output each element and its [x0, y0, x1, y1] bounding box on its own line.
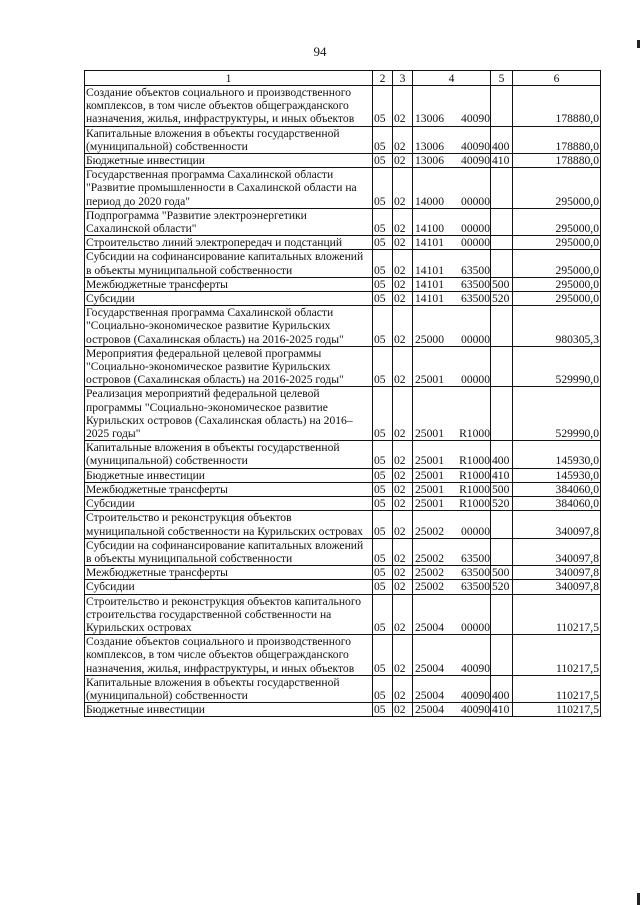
amount-cell: 295000,0: [513, 277, 601, 291]
target-article-program: 14000: [415, 194, 444, 208]
target-article-program: 14101: [415, 277, 444, 291]
subsection-code-cell: 02: [393, 387, 413, 441]
amount-cell: 340097,8: [513, 566, 601, 580]
table-header-row: [85, 71, 601, 86]
item-name-cell: Субсидии на софинансирование капитальных вложений в объекты муниципальной собственности: [85, 538, 373, 565]
table-row: [85, 482, 601, 496]
target-article-cell: [413, 236, 491, 250]
target-article-direction: R1000: [459, 468, 490, 482]
table-row: [85, 468, 601, 482]
item-name-cell: Межбюджетные трансферты: [85, 482, 373, 496]
table-row: [85, 511, 601, 538]
target-article-program: 25001: [415, 454, 444, 468]
item-name-cell: Строительство и реконструкция объектов муниципальной собственности на Курильских островах: [85, 511, 373, 538]
item-name-cell: Государственная программа Сахалинской области "Социально-экономическое развитие Курильских островов (Сахалинская область) на 2016-2025 годы": [85, 306, 373, 347]
target-article-direction: R1000: [459, 454, 490, 468]
amount-cell: 145930,0: [513, 468, 601, 482]
subsection-code-cell: 02: [393, 306, 413, 347]
target-article-cell: [413, 86, 491, 127]
item-name-cell: Бюджетные инвестиции: [85, 703, 373, 717]
amount-cell: 295000,0: [513, 236, 601, 250]
section-code-cell: 05: [373, 277, 393, 291]
expense-type-cell: 400: [491, 126, 513, 153]
table-row: [85, 594, 601, 635]
amount-cell: 295000,0: [513, 168, 601, 209]
section-code-cell: 05: [373, 497, 393, 511]
table-row: [85, 635, 601, 676]
target-article-direction: R1000: [459, 482, 490, 496]
column-header: 5: [491, 71, 513, 86]
target-article-cell: [413, 250, 491, 277]
section-code-cell: 05: [373, 250, 393, 277]
amount-cell: 178880,0: [513, 154, 601, 168]
subsection-code-cell: 02: [393, 86, 413, 127]
target-article-program: 14101: [415, 236, 444, 250]
table-row: [85, 306, 601, 347]
amount-cell: 384060,0: [513, 482, 601, 496]
expense-type-cell: [491, 86, 513, 127]
amount-cell: 178880,0: [513, 126, 601, 153]
section-code-cell: 05: [373, 306, 393, 347]
target-article-direction: 00000: [461, 620, 490, 634]
expense-type-cell: 500: [491, 566, 513, 580]
item-name-cell: Капитальные вложения в объекты государственной (муниципальной) собственности: [85, 675, 373, 702]
subsection-code-cell: 02: [393, 594, 413, 635]
table-row: [85, 168, 601, 209]
amount-cell: 529990,0: [513, 346, 601, 387]
target-article-cell: [413, 346, 491, 387]
amount-cell: 110217,5: [513, 635, 601, 676]
section-code-cell: 05: [373, 387, 393, 441]
section-code-cell: 05: [373, 168, 393, 209]
subsection-code-cell: 02: [393, 154, 413, 168]
target-article-direction: 00000: [461, 332, 490, 346]
amount-cell: 110217,5: [513, 594, 601, 635]
target-article-cell: [413, 703, 491, 717]
table-row: [85, 566, 601, 580]
target-article-direction: 63500: [461, 292, 490, 306]
expense-type-cell: 520: [491, 292, 513, 306]
target-article-program: 14101: [415, 263, 444, 277]
target-article-direction: R1000: [459, 427, 490, 441]
item-name-cell: Бюджетные инвестиции: [85, 154, 373, 168]
section-code-cell: 05: [373, 292, 393, 306]
target-article-cell: [413, 635, 491, 676]
target-article-cell: [413, 154, 491, 168]
subsection-code-cell: 02: [393, 566, 413, 580]
target-article-program: 25004: [415, 620, 444, 634]
target-article-program: 25001: [415, 373, 444, 387]
subsection-code-cell: 02: [393, 208, 413, 235]
item-name-cell: Субсидии: [85, 580, 373, 594]
item-name-cell: Субсидии: [85, 497, 373, 511]
column-header: 3: [393, 71, 413, 86]
amount-cell: 178880,0: [513, 86, 601, 127]
target-article-cell: [413, 468, 491, 482]
target-article-cell: [413, 566, 491, 580]
item-name-cell: Строительство линий электропередач и подстанций: [85, 236, 373, 250]
column-header: 1: [85, 71, 373, 86]
column-header: 4: [413, 71, 491, 86]
table-row: [85, 292, 601, 306]
amount-cell: 295000,0: [513, 208, 601, 235]
amount-cell: 340097,8: [513, 538, 601, 565]
table-row: [85, 441, 601, 468]
target-article-direction: 40090: [461, 154, 490, 168]
target-article-program: 25001: [415, 427, 444, 441]
section-code-cell: 05: [373, 346, 393, 387]
expense-type-cell: [491, 236, 513, 250]
table-row: [85, 208, 601, 235]
expense-type-cell: 500: [491, 277, 513, 291]
expense-type-cell: [491, 387, 513, 441]
target-article-program: 25002: [415, 566, 444, 580]
section-code-cell: 05: [373, 511, 393, 538]
target-article-direction: 40090: [461, 661, 490, 675]
subsection-code-cell: 02: [393, 441, 413, 468]
subsection-code-cell: 02: [393, 168, 413, 209]
expense-type-cell: 410: [491, 468, 513, 482]
target-article-cell: [413, 675, 491, 702]
table-row: [85, 580, 601, 594]
section-code-cell: 05: [373, 635, 393, 676]
target-article-direction: 63500: [461, 580, 490, 594]
target-article-program: 25004: [415, 703, 444, 717]
expense-type-cell: [491, 635, 513, 676]
target-article-direction: 63500: [461, 263, 490, 277]
expense-type-cell: 520: [491, 497, 513, 511]
subsection-code-cell: 02: [393, 703, 413, 717]
section-code-cell: 05: [373, 208, 393, 235]
target-article-program: 25001: [415, 468, 444, 482]
target-article-cell: [413, 594, 491, 635]
target-article-cell: [413, 497, 491, 511]
expense-type-cell: 500: [491, 482, 513, 496]
item-name-cell: Капитальные вложения в объекты государственной (муниципальной) собственности: [85, 126, 373, 153]
target-article-direction: 63500: [461, 277, 490, 291]
item-name-cell: Мероприятия федеральной целевой программы "Социально-экономическое развитие Курильских островов (Сахалинская область) на 2016-2025 годы": [85, 346, 373, 387]
target-article-direction: R1000: [459, 497, 490, 511]
table-row: [85, 346, 601, 387]
target-article-direction: 00000: [461, 524, 490, 538]
budget-table: [84, 70, 601, 717]
target-article-direction: 63500: [461, 551, 490, 565]
amount-cell: 110217,5: [513, 675, 601, 702]
section-code-cell: 05: [373, 441, 393, 468]
subsection-code-cell: 02: [393, 468, 413, 482]
target-article-program: 13006: [415, 112, 444, 126]
amount-cell: 145930,0: [513, 441, 601, 468]
table-row: [85, 497, 601, 511]
amount-cell: 110217,5: [513, 703, 601, 717]
item-name-cell: Реализация мероприятий федеральной целевой программы "Социально-экономическое развитие Курильских островов (Сахалинская область) на 2016–2025 годы": [85, 387, 373, 441]
expense-type-cell: [491, 346, 513, 387]
section-code-cell: 05: [373, 86, 393, 127]
section-code-cell: 05: [373, 703, 393, 717]
item-name-cell: Государственная программа Сахалинской области "Развитие промышленности в Сахалинской области на период до 2020 года": [85, 168, 373, 209]
expense-type-cell: 520: [491, 580, 513, 594]
target-article-cell: [413, 208, 491, 235]
target-article-program: 13006: [415, 154, 444, 168]
section-code-cell: 05: [373, 482, 393, 496]
item-name-cell: Создание объектов социального и производственного комплексов, в том числе объектов общегражданского назначения, жилья, инфраструктуры, и иных объектов: [85, 635, 373, 676]
table-row: [85, 703, 601, 717]
target-article-program: 25001: [415, 497, 444, 511]
target-article-program: 25001: [415, 482, 444, 496]
target-article-program: 25002: [415, 551, 444, 565]
subsection-code-cell: 02: [393, 580, 413, 594]
target-article-direction: 00000: [461, 236, 490, 250]
target-article-cell: [413, 511, 491, 538]
subsection-code-cell: 02: [393, 346, 413, 387]
target-article-cell: [413, 538, 491, 565]
expense-type-cell: 410: [491, 703, 513, 717]
subsection-code-cell: 02: [393, 126, 413, 153]
target-article-program: 25000: [415, 332, 444, 346]
item-name-cell: Строительство и реконструкция объектов капитального строительства государственной собственности на Курильских островах: [85, 594, 373, 635]
item-name-cell: Межбюджетные трансферты: [85, 277, 373, 291]
table-row: [85, 86, 601, 127]
expense-type-cell: [491, 208, 513, 235]
target-article-direction: 63500: [461, 566, 490, 580]
target-article-cell: [413, 126, 491, 153]
target-article-direction: 00000: [461, 373, 490, 387]
subsection-code-cell: 02: [393, 250, 413, 277]
table-row: [85, 675, 601, 702]
target-article-cell: [413, 306, 491, 347]
amount-cell: 340097,8: [513, 580, 601, 594]
section-code-cell: 05: [373, 236, 393, 250]
section-code-cell: 05: [373, 468, 393, 482]
expense-type-cell: [491, 538, 513, 565]
subsection-code-cell: 02: [393, 482, 413, 496]
target-article-cell: [413, 387, 491, 441]
section-code-cell: 05: [373, 154, 393, 168]
section-code-cell: 05: [373, 566, 393, 580]
table-row: [85, 277, 601, 291]
target-article-program: 13006: [415, 139, 444, 153]
section-code-cell: 05: [373, 538, 393, 565]
item-name-cell: Бюджетные инвестиции: [85, 468, 373, 482]
page-number: 94: [313, 44, 327, 59]
table-row: [85, 250, 601, 277]
item-name-cell: Создание объектов социального и производственного комплексов, в том числе объектов общегражданского назначения, жилья, инфраструктуры, и иных объектов: [85, 86, 373, 127]
target-article-direction: 40090: [461, 703, 490, 717]
table-row: [85, 538, 601, 565]
amount-cell: 295000,0: [513, 292, 601, 306]
subsection-code-cell: 02: [393, 635, 413, 676]
target-article-program: 25004: [415, 661, 444, 675]
target-article-program: 25002: [415, 524, 444, 538]
subsection-code-cell: 02: [393, 497, 413, 511]
subsection-code-cell: 02: [393, 675, 413, 702]
target-article-cell: [413, 292, 491, 306]
subsection-code-cell: 02: [393, 538, 413, 565]
target-article-program: 25004: [415, 688, 444, 702]
section-code-cell: 05: [373, 675, 393, 702]
item-name-cell: Субсидии: [85, 292, 373, 306]
amount-cell: 340097,8: [513, 511, 601, 538]
section-code-cell: 05: [373, 580, 393, 594]
amount-cell: 295000,0: [513, 250, 601, 277]
expense-type-cell: 400: [491, 675, 513, 702]
subsection-code-cell: 02: [393, 292, 413, 306]
target-article-cell: [413, 482, 491, 496]
target-article-program: 14100: [415, 222, 444, 236]
expense-type-cell: [491, 168, 513, 209]
expense-type-cell: 410: [491, 154, 513, 168]
expense-type-cell: [491, 306, 513, 347]
expense-type-cell: 400: [491, 441, 513, 468]
target-article-direction: 00000: [461, 194, 490, 208]
amount-cell: 529990,0: [513, 387, 601, 441]
target-article-cell: [413, 277, 491, 291]
expense-type-cell: [491, 511, 513, 538]
column-header: 6: [513, 71, 601, 86]
target-article-direction: 40090: [461, 139, 490, 153]
subsection-code-cell: 02: [393, 236, 413, 250]
expense-type-cell: [491, 594, 513, 635]
target-article-direction: 40090: [461, 688, 490, 702]
item-name-cell: Межбюджетные трансферты: [85, 566, 373, 580]
item-name-cell: Подпрограмма "Развитие электроэнергетики Сахалинской области": [85, 208, 373, 235]
subsection-code-cell: 02: [393, 511, 413, 538]
table-row: [85, 126, 601, 153]
target-article-cell: [413, 441, 491, 468]
table-row: [85, 387, 601, 441]
target-article-cell: [413, 580, 491, 594]
target-article-cell: [413, 168, 491, 209]
item-name-cell: Капитальные вложения в объекты государственной (муниципальной) собственности: [85, 441, 373, 468]
target-article-program: 14101: [415, 292, 444, 306]
amount-cell: 384060,0: [513, 497, 601, 511]
section-code-cell: 05: [373, 126, 393, 153]
expense-type-cell: [491, 250, 513, 277]
target-article-program: 25002: [415, 580, 444, 594]
column-header: 2: [373, 71, 393, 86]
amount-cell: 980305,3: [513, 306, 601, 347]
target-article-direction: 40090: [461, 112, 490, 126]
section-code-cell: 05: [373, 594, 393, 635]
table-row: [85, 154, 601, 168]
subsection-code-cell: 02: [393, 277, 413, 291]
table-row: [85, 236, 601, 250]
item-name-cell: Субсидии на софинансирование капитальных вложений в объекты муниципальной собственности: [85, 250, 373, 277]
target-article-direction: 00000: [461, 222, 490, 236]
